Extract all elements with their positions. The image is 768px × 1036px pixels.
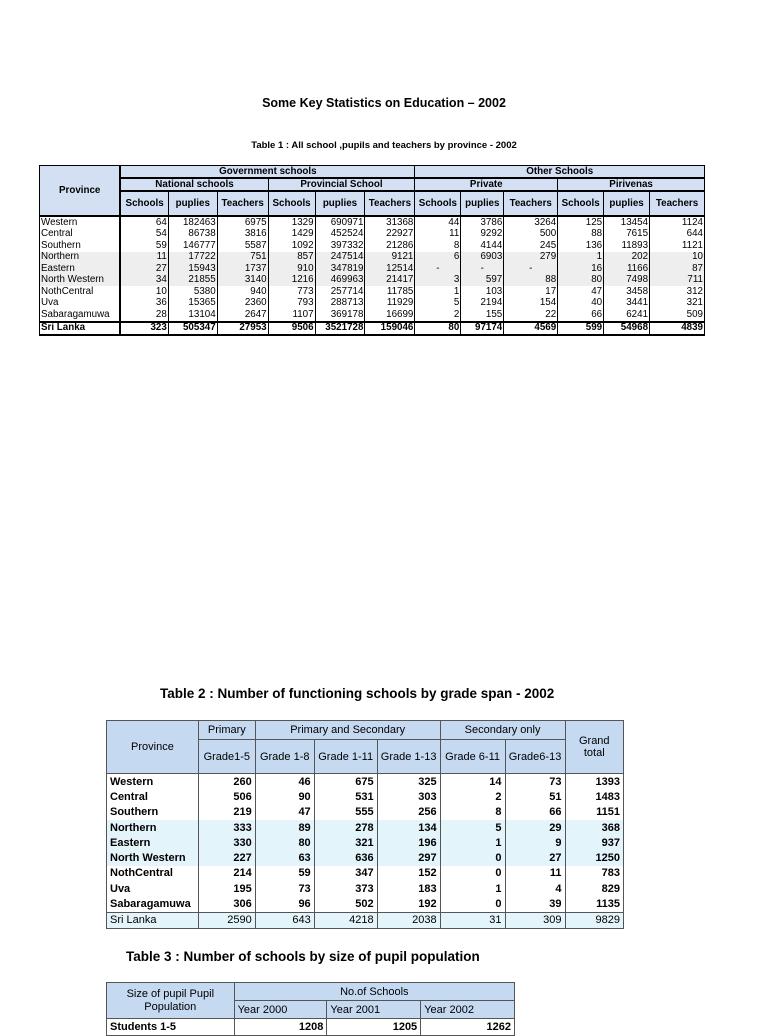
value-cell: 13454 xyxy=(604,216,650,229)
table-row xyxy=(40,229,705,241)
value-cell: 257714 xyxy=(315,286,365,298)
value-cell: 183 xyxy=(377,881,440,896)
value-cell: 1393 xyxy=(565,774,623,790)
total-cell: 323 xyxy=(120,322,168,336)
value-cell: 675 xyxy=(314,774,377,790)
total-cell: 4839 xyxy=(650,322,705,336)
value-cell: 644 xyxy=(650,229,705,241)
value-cell: 260 xyxy=(198,774,255,790)
size-header: Size of pupil Pupil Population xyxy=(107,983,235,1019)
value-cell: 0 xyxy=(440,896,505,912)
value-cell: 937 xyxy=(565,835,623,850)
value-cell: 303 xyxy=(377,789,440,804)
value-cell: 136 xyxy=(558,240,604,252)
table-row xyxy=(40,286,705,298)
value-cell: 6 xyxy=(415,252,461,264)
value-cell: 227 xyxy=(198,850,255,865)
grade-column-header: Grade 1-13 xyxy=(377,740,440,774)
value-cell: 86738 xyxy=(168,229,217,241)
value-cell: 103 xyxy=(461,286,504,298)
page-title: Some Key Statistics on Education – 2002 xyxy=(262,96,506,110)
value-cell: 751 xyxy=(217,252,268,264)
value-cell: 73 xyxy=(255,881,314,896)
value-cell: 4144 xyxy=(461,240,504,252)
value-cell: 12514 xyxy=(365,263,415,275)
value-cell: 3264 xyxy=(504,216,558,229)
value-cell: 51 xyxy=(505,789,565,804)
value-cell: 502 xyxy=(314,896,377,912)
value-cell: 1205 xyxy=(327,1019,421,1036)
total-cell: 2038 xyxy=(377,912,440,928)
total-cell: 97174 xyxy=(461,322,504,336)
value-cell: 3786 xyxy=(461,216,504,229)
total-cell: 599 xyxy=(558,322,604,336)
value-cell: 7498 xyxy=(604,275,650,287)
total-cell: 4569 xyxy=(504,322,558,336)
value-cell: 5587 xyxy=(217,240,268,252)
primary-secondary-header: Primary and Secondary xyxy=(255,721,440,740)
province-cell: Sri Lanka xyxy=(107,912,199,928)
government-schools-header: Government schools xyxy=(120,166,415,179)
province-cell: Uva xyxy=(40,298,121,310)
value-cell: 773 xyxy=(268,286,315,298)
value-cell: 1092 xyxy=(268,240,315,252)
total-row xyxy=(107,912,624,928)
value-cell: 373 xyxy=(314,881,377,896)
primary-header: Primary xyxy=(198,721,255,740)
table-row xyxy=(107,805,624,820)
column-header: Teachers xyxy=(217,191,268,216)
value-cell: 27 xyxy=(120,263,168,275)
value-cell: - xyxy=(415,263,461,275)
value-cell: 27 xyxy=(505,850,565,865)
total-cell: 505347 xyxy=(168,322,217,336)
value-cell: 10 xyxy=(650,252,705,264)
value-cell: 195 xyxy=(198,881,255,896)
grade-column-header: Grade1-5 xyxy=(198,740,255,774)
value-cell: 134 xyxy=(377,820,440,835)
value-cell: 321 xyxy=(314,835,377,850)
provincial-school-header: Provincial School xyxy=(268,178,415,191)
grade-column-header: Grade6-13 xyxy=(505,740,565,774)
table1-caption: Table 1 : All school ,pupils and teachers by province - 2002 xyxy=(251,140,517,151)
value-cell: 1329 xyxy=(268,216,315,229)
value-cell: 5380 xyxy=(168,286,217,298)
value-cell: 34 xyxy=(120,275,168,287)
table2-caption: Table 2 : Number of functioning schools by grade span - 2002 xyxy=(160,686,555,701)
total-cell: 4218 xyxy=(314,912,377,928)
total-cell: 54968 xyxy=(604,322,650,336)
value-cell: 857 xyxy=(268,252,315,264)
column-header: puplies xyxy=(315,191,365,216)
table-row xyxy=(107,835,624,850)
province-cell: Western xyxy=(107,774,199,790)
province-cell: Northern xyxy=(107,820,199,835)
province-cell: North Western xyxy=(40,275,121,287)
value-cell: 297 xyxy=(377,850,440,865)
value-cell: 325 xyxy=(377,774,440,790)
value-cell: 2 xyxy=(415,309,461,322)
value-cell: 1250 xyxy=(565,850,623,865)
value-cell: 1166 xyxy=(604,263,650,275)
value-cell: 16 xyxy=(558,263,604,275)
value-cell: 15365 xyxy=(168,298,217,310)
value-cell: 5 xyxy=(440,820,505,835)
value-cell: 11 xyxy=(505,866,565,881)
value-cell: 63 xyxy=(255,850,314,865)
value-cell: 196 xyxy=(377,835,440,850)
province-cell: Central xyxy=(107,789,199,804)
value-cell: 245 xyxy=(504,240,558,252)
province-cell: Sabaragamuwa xyxy=(40,309,121,322)
value-cell: 17722 xyxy=(168,252,217,264)
value-cell: 312 xyxy=(650,286,705,298)
value-cell: 87 xyxy=(650,263,705,275)
value-cell: 202 xyxy=(604,252,650,264)
value-cell: 1 xyxy=(558,252,604,264)
value-cell: 1107 xyxy=(268,309,315,322)
column-header: Schools xyxy=(415,191,461,216)
table-row xyxy=(107,896,624,912)
grand-total-header: Grand total xyxy=(565,721,623,774)
value-cell: 783 xyxy=(565,866,623,881)
table-row xyxy=(40,240,705,252)
value-cell: 21417 xyxy=(365,275,415,287)
value-cell: 22 xyxy=(504,309,558,322)
value-cell: 10 xyxy=(120,286,168,298)
value-cell: 40 xyxy=(558,298,604,310)
value-cell: 636 xyxy=(314,850,377,865)
value-cell: 96 xyxy=(255,896,314,912)
value-cell: 125 xyxy=(558,216,604,229)
value-cell: 8 xyxy=(415,240,461,252)
value-cell: 469963 xyxy=(315,275,365,287)
pirivenas-header: Pirivenas xyxy=(558,178,705,191)
value-cell: 89 xyxy=(255,820,314,835)
value-cell: 66 xyxy=(558,309,604,322)
value-cell: 278 xyxy=(314,820,377,835)
value-cell: 690971 xyxy=(315,216,365,229)
value-cell: 2194 xyxy=(461,298,504,310)
value-cell: 11785 xyxy=(365,286,415,298)
value-cell: 88 xyxy=(558,229,604,241)
grade-column-header: Grade 1-8 xyxy=(255,740,314,774)
value-cell: 1 xyxy=(415,286,461,298)
value-cell: 2 xyxy=(440,789,505,804)
value-cell: 910 xyxy=(268,263,315,275)
value-cell: 5 xyxy=(415,298,461,310)
value-cell: 11893 xyxy=(604,240,650,252)
value-cell: 1124 xyxy=(650,216,705,229)
total-cell: 3521728 xyxy=(315,322,365,336)
value-cell: 793 xyxy=(268,298,315,310)
province-cell: Northern xyxy=(40,252,121,264)
value-cell: 1135 xyxy=(565,896,623,912)
value-cell: 6241 xyxy=(604,309,650,322)
value-cell: 214 xyxy=(198,866,255,881)
value-cell: 155 xyxy=(461,309,504,322)
value-cell: 306 xyxy=(198,896,255,912)
value-cell: 11929 xyxy=(365,298,415,310)
province-cell: Sri Lanka xyxy=(40,322,121,336)
value-cell: 39 xyxy=(505,896,565,912)
value-cell: 219 xyxy=(198,805,255,820)
value-cell: 152 xyxy=(377,866,440,881)
column-header: Schools xyxy=(120,191,168,216)
province-cell: Central xyxy=(40,229,121,241)
column-header: Teachers xyxy=(365,191,415,216)
value-cell: 0 xyxy=(440,866,505,881)
value-cell: 21855 xyxy=(168,275,217,287)
value-cell: 9 xyxy=(505,835,565,850)
value-cell: 397332 xyxy=(315,240,365,252)
table-row xyxy=(107,820,624,835)
value-cell: 182463 xyxy=(168,216,217,229)
total-cell: 27953 xyxy=(217,322,268,336)
province-cell: NothCentral xyxy=(107,866,199,881)
value-cell: - xyxy=(461,263,504,275)
value-cell: 1 xyxy=(440,881,505,896)
table-row xyxy=(40,309,705,322)
table-row xyxy=(107,774,624,790)
value-cell: 0 xyxy=(440,850,505,865)
value-cell: - xyxy=(504,263,558,275)
total-cell: 309 xyxy=(505,912,565,928)
table2-schools-by-grade-span xyxy=(106,720,624,929)
value-cell: 509 xyxy=(650,309,705,322)
value-cell: 154 xyxy=(504,298,558,310)
province-header: Province xyxy=(40,166,121,217)
grade-column-header: Grade 1-11 xyxy=(314,740,377,774)
column-header: Schools xyxy=(558,191,604,216)
value-cell: 1151 xyxy=(565,805,623,820)
value-cell: 13104 xyxy=(168,309,217,322)
value-cell: 31368 xyxy=(365,216,415,229)
value-cell: 90 xyxy=(255,789,314,804)
value-cell: 347 xyxy=(314,866,377,881)
value-cell: 9121 xyxy=(365,252,415,264)
value-cell: 3441 xyxy=(604,298,650,310)
value-cell: 44 xyxy=(415,216,461,229)
value-cell: 2360 xyxy=(217,298,268,310)
value-cell: 506 xyxy=(198,789,255,804)
value-cell: 531 xyxy=(314,789,377,804)
table-row xyxy=(107,850,624,865)
province-cell: Sabaragamuwa xyxy=(107,896,199,912)
value-cell: 9292 xyxy=(461,229,504,241)
value-cell: 14 xyxy=(440,774,505,790)
total-cell: 159046 xyxy=(365,322,415,336)
value-cell: 555 xyxy=(314,805,377,820)
other-schools-header: Other Schools xyxy=(415,166,705,179)
value-cell: 3816 xyxy=(217,229,268,241)
province-header: Province xyxy=(107,721,199,774)
value-cell: 192 xyxy=(377,896,440,912)
value-cell: 146777 xyxy=(168,240,217,252)
total-cell: 2590 xyxy=(198,912,255,928)
value-cell: 54 xyxy=(120,229,168,241)
value-cell: 16699 xyxy=(365,309,415,322)
value-cell: 21286 xyxy=(365,240,415,252)
value-cell: 288713 xyxy=(315,298,365,310)
no-of-schools-header: No.of Schools xyxy=(234,983,514,1001)
table3-caption: Table 3 : Number of schools by size of pupil population xyxy=(126,949,480,964)
size-cell: Students 1-5 xyxy=(107,1019,235,1036)
value-cell: 3 xyxy=(415,275,461,287)
value-cell: 1208 xyxy=(234,1019,327,1036)
column-header: Teachers xyxy=(504,191,558,216)
national-schools-header: National schools xyxy=(120,178,268,191)
value-cell: 80 xyxy=(255,835,314,850)
value-cell: 829 xyxy=(565,881,623,896)
year-header: Year 2002 xyxy=(421,1001,515,1019)
value-cell: 88 xyxy=(504,275,558,287)
value-cell: 256 xyxy=(377,805,440,820)
total-cell: 80 xyxy=(415,322,461,336)
column-header: Teachers xyxy=(650,191,705,216)
year-header: Year 2000 xyxy=(234,1001,327,1019)
column-header: puplies xyxy=(168,191,217,216)
value-cell: 3140 xyxy=(217,275,268,287)
value-cell: 29 xyxy=(505,820,565,835)
value-cell: 711 xyxy=(650,275,705,287)
table-row xyxy=(40,275,705,287)
table-row xyxy=(40,252,705,264)
province-cell: Southern xyxy=(107,805,199,820)
secondary-only-header: Secondary only xyxy=(440,721,565,740)
total-cell: 31 xyxy=(440,912,505,928)
value-cell: 22927 xyxy=(365,229,415,241)
value-cell: 46 xyxy=(255,774,314,790)
value-cell: 597 xyxy=(461,275,504,287)
value-cell: 2647 xyxy=(217,309,268,322)
value-cell: 47 xyxy=(558,286,604,298)
value-cell: 80 xyxy=(558,275,604,287)
value-cell: 1121 xyxy=(650,240,705,252)
grade-column-header: Grade 6-11 xyxy=(440,740,505,774)
value-cell: 1216 xyxy=(268,275,315,287)
value-cell: 347819 xyxy=(315,263,365,275)
value-cell: 330 xyxy=(198,835,255,850)
table-row xyxy=(40,263,705,275)
value-cell: 47 xyxy=(255,805,314,820)
province-cell: Southern xyxy=(40,240,121,252)
private-header: Private xyxy=(415,178,558,191)
value-cell: 73 xyxy=(505,774,565,790)
table3-schools-by-size xyxy=(106,982,515,1036)
value-cell: 6903 xyxy=(461,252,504,264)
value-cell: 333 xyxy=(198,820,255,835)
total-cell: 9829 xyxy=(565,912,623,928)
total-cell: 643 xyxy=(255,912,314,928)
value-cell: 4 xyxy=(505,881,565,896)
value-cell: 1429 xyxy=(268,229,315,241)
province-cell: North Western xyxy=(107,850,199,865)
table-row xyxy=(40,216,705,229)
value-cell: 17 xyxy=(504,286,558,298)
value-cell: 6975 xyxy=(217,216,268,229)
value-cell: 28 xyxy=(120,309,168,322)
value-cell: 11 xyxy=(415,229,461,241)
table-row xyxy=(40,298,705,310)
column-header: Schools xyxy=(268,191,315,216)
value-cell: 1737 xyxy=(217,263,268,275)
value-cell: 59 xyxy=(255,866,314,881)
value-cell: 36 xyxy=(120,298,168,310)
value-cell: 452524 xyxy=(315,229,365,241)
value-cell: 3458 xyxy=(604,286,650,298)
value-cell: 321 xyxy=(650,298,705,310)
province-cell: Uva xyxy=(107,881,199,896)
column-header: puplies xyxy=(461,191,504,216)
value-cell: 368 xyxy=(565,820,623,835)
province-cell: Western xyxy=(40,216,121,229)
value-cell: 369178 xyxy=(315,309,365,322)
table-row xyxy=(107,881,624,896)
value-cell: 66 xyxy=(505,805,565,820)
value-cell: 64 xyxy=(120,216,168,229)
value-cell: 11 xyxy=(120,252,168,264)
value-cell: 7615 xyxy=(604,229,650,241)
province-cell: NothCentral xyxy=(40,286,121,298)
value-cell: 59 xyxy=(120,240,168,252)
value-cell: 1483 xyxy=(565,789,623,804)
table1-schools-pupils-teachers xyxy=(39,165,705,336)
value-cell: 940 xyxy=(217,286,268,298)
table-row xyxy=(107,866,624,881)
table-row xyxy=(107,789,624,804)
value-cell: 500 xyxy=(504,229,558,241)
province-cell: Eastern xyxy=(107,835,199,850)
total-row xyxy=(40,322,705,336)
year-header: Year 2001 xyxy=(327,1001,421,1019)
province-cell: Eastern xyxy=(40,263,121,275)
value-cell: 279 xyxy=(504,252,558,264)
value-cell: 8 xyxy=(440,805,505,820)
value-cell: 247514 xyxy=(315,252,365,264)
value-cell: 15943 xyxy=(168,263,217,275)
value-cell: 1 xyxy=(440,835,505,850)
table-row xyxy=(107,1019,515,1036)
column-header: puplies xyxy=(604,191,650,216)
value-cell: 1262 xyxy=(421,1019,515,1036)
total-cell: 9506 xyxy=(268,322,315,336)
